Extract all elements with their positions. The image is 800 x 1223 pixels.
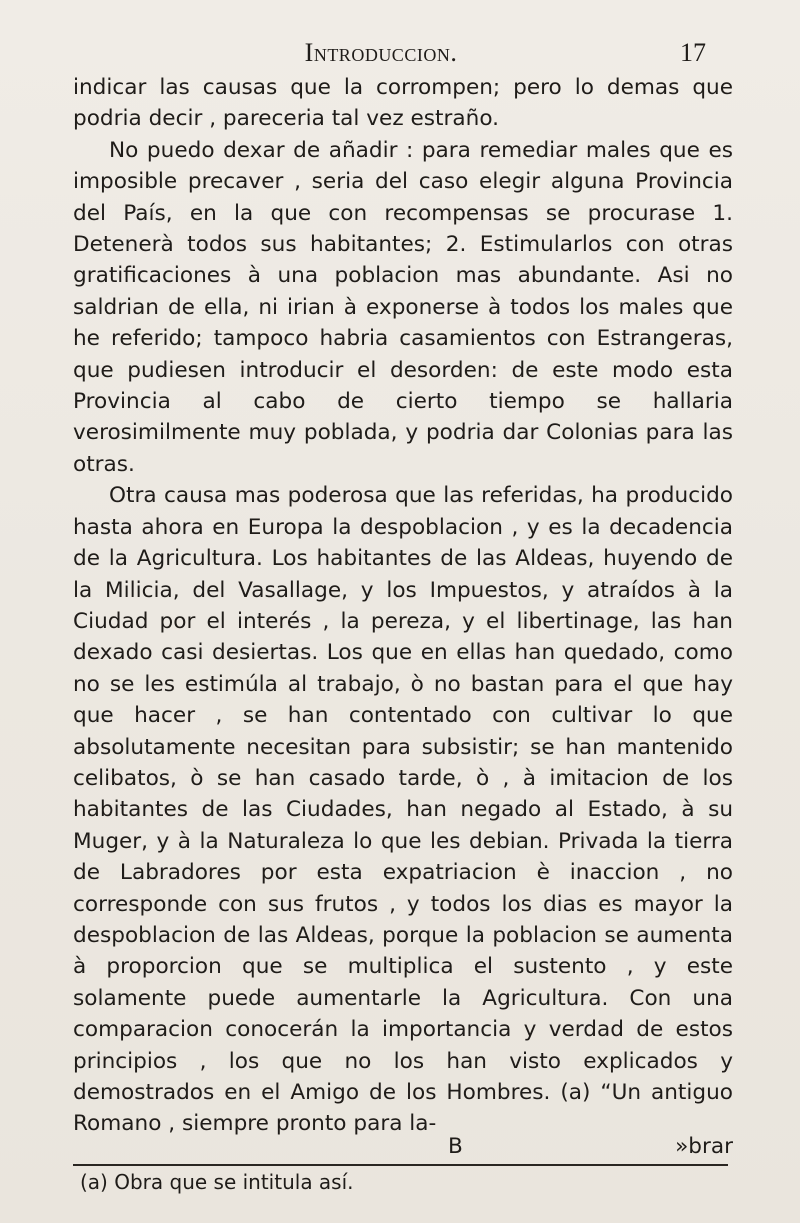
footnote: (a) Obra que se intitula así. [80,1170,354,1194]
body-text [73,72,733,1140]
catchline [73,1131,733,1163]
paragraph-3: Otra causa mas poderosa que las referidas, ha producido hasta ahora en Europa la despoblacion , y es la decadencia de la Agricultura. Los habitantes de las Aldeas, huyendo de la Milicia, del Vasallage, y los Impuestos, y atraídos à la Ciudad por el interés , la pereza, y el libertinage, las han dexado casi desiertas. Los que en ellas han quedado, como no se les estimúla al trabajo, ò no bastan para el que hay que hacer , se han contentado con cultivar lo que absolutamente necesitan para subsistir; se han mantenido celibatos, ò se han casado tarde, ò , à imitacion de los habitantes de las Ciudades, han negado al Estado, à su Muger, y à la Naturaleza lo que les debian. Privada la tierra de Labradores por esta expatriacion è inaccion , no corresponde con sus frutos , y todos los dias es mayor la despoblacion de las Aldeas, porque la poblacion se aumenta à proporcion que se multiplica el sustento , y este solamente puede aumentarle la Agricultura. Con una comparacion conocerán la importancia y verdad de estos principios , los que no los han visto explicados y demostrados en el Amigo de los Hombres. (a) “Un antiguo Romano , siempre pronto para la- [73,483,733,1137]
page-header [146,36,706,70]
catchword: »brar [675,1134,733,1159]
footnote-rule [73,1164,728,1166]
running-title: Introduccion. [304,38,458,67]
paragraph-1: indicar las causas que la corrompen; pero lo demas que podria decir , pareceria tal vez estraño. [73,75,733,132]
paragraph-2: No puedo dexar de añadir : para remediar males que es imposible precaver , seria del caso elegir alguna Provincia del País, en la que con recompensas se procurase 1. Detenerà todos sus habitantes; 2. Estimularlos con otras gratificaciones à una poblacion mas abundante. Asi no saldrian de ella, ni irian à exponerse à todos los males que he referido; tampoco habria casamientos con Estrangeras, que pudiesen introducir el desorden: de este modo esta Provincia al cabo de cierto tiempo se hallaria verosimilmente muy poblada, y podria dar Colonias para las otras. [73,137,733,477]
signature-mark: B [448,1134,463,1159]
page-number: 17 [680,38,706,67]
